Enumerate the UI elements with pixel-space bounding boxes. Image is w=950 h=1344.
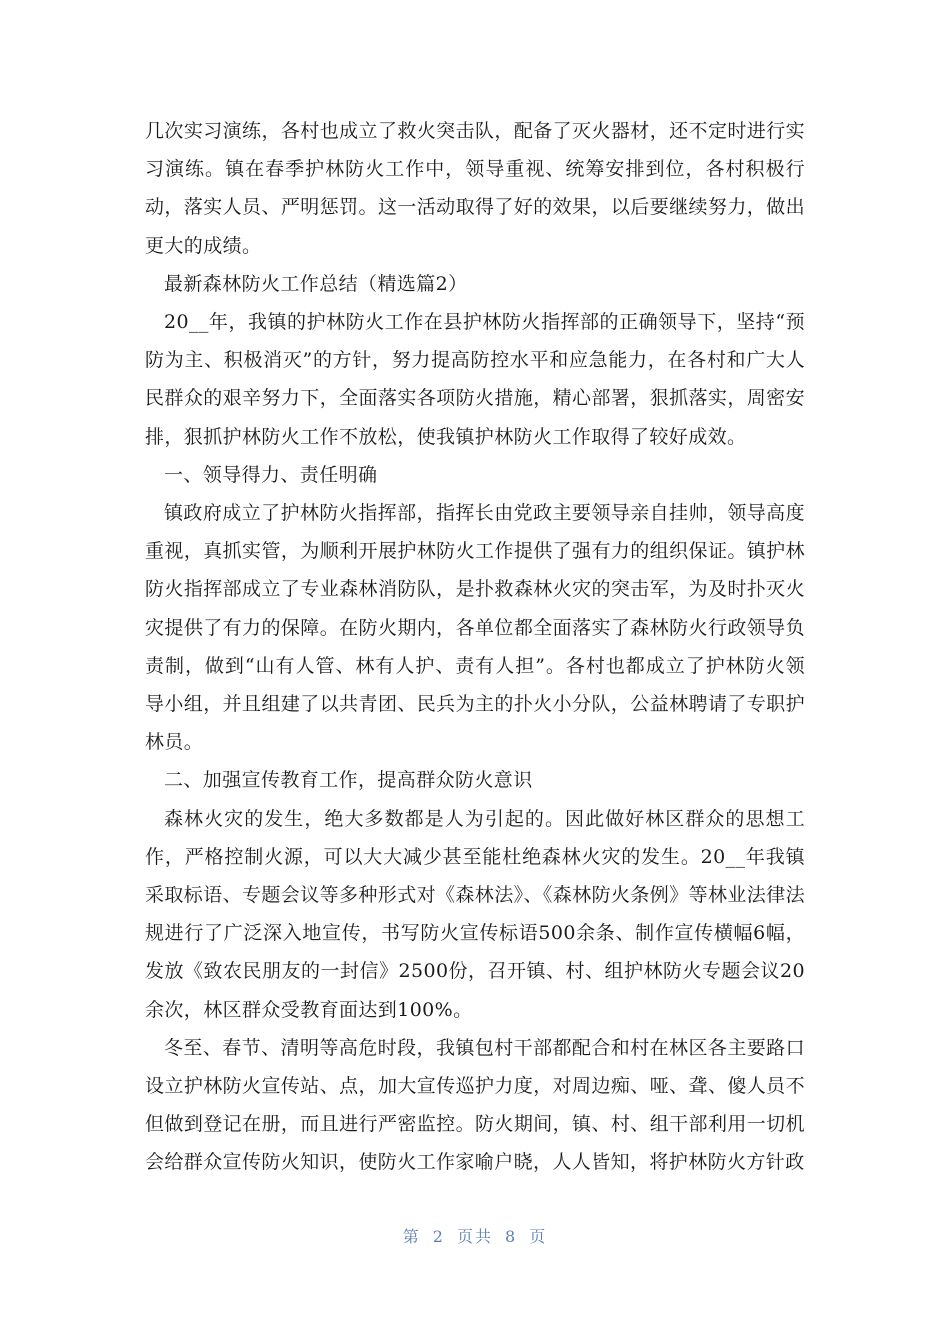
footer-label-di: 第 <box>402 1227 421 1246</box>
paragraph-leadership: 镇政府成立了护林防火指挥部，指挥长由党政主要领导亲自挂帅，领导高度重视，真抓实管，为顺利开展护林防火工作提供了强有力的组织保证。镇护林防火指挥部成立了专业森林消防队，是扑救森林火灾的突击军，为及时扑灭火灾提供了有力的保障。在防火期内，各单位都全面落实了森林防火行政领导负责制，做到“山有人管、林有人护、责有人担”。各村也都成立了护林防火领导小组，并且组建了以共青团、民兵为主的扑火小分队，公益林聘请了专职护林员。 <box>145 502 805 754</box>
paragraph-intro: 20__年，我镇的护林防火工作在县护林防火指挥部的正确领导下，坚持“预防为主、积极消灭”的方针，努力提高防控水平和应急能力，在各村和广大人民群众的艰辛努力下，全面落实各项防火措施，精心部署，狠抓落实，周密安排，狠抓护林防火工作不放松，使我镇护林防火工作取得了较好成效。 <box>145 311 805 448</box>
paragraph-education: 森林火灾的发生，绝大多数都是人为引起的。因此做好林区群众的思想工作，严格控制火源，可以大大减少甚至能杜绝森林火灾的发生。20__年我镇采取标语、专题会议等多种形式对《森林法》、《森林防火条例》等林业法律法规进行了广泛深入地宣传，书写防火宣传标语500余条、制作宣传横幅6幅，发放《致农民朋友的一封信》2500份，召开镇、村、组护林防火专题会议20余次，林区群众受教育面达到100%。 <box>145 807 806 1021</box>
heading-two: 二、加强宣传教育工作，提高群众防火意识 <box>164 769 533 792</box>
page-footer <box>0 1224 950 1247</box>
paragraph-high-risk: 冬至、春节、清明等高危时段，我镇包村干部都配合和村在林区各主要路口设立护林防火宣传站、点，加大宣传巡护力度，对周边痴、哑、聋、傻人员不但做到登记在册，而且进行严密监控。防火期间，镇、村、组干部利用一切机会给群众宣传防火知识，使防火工作家喻户晓，人人皆知，将护林防火方针政 <box>145 1036 805 1174</box>
section-title: 最新森林防火工作总结（精选篇2） <box>164 272 468 295</box>
heading-one: 一、领导得力、责任明确 <box>164 463 378 486</box>
footer-total-pages: 8 <box>505 1227 518 1246</box>
document-body <box>145 112 805 1182</box>
footer-label-ye-gong: 页共 <box>456 1227 493 1246</box>
paragraph-continuation: 几次实习演练，各村也成立了救火突击队，配备了灭火器材，还不定时进行实习演练。镇在春季护林防火工作中，领导重视、统筹安排到位，各村积极行动，落实人员、严明惩罚。这一活动取得了好的效果，以后要继续努力，做出更大的成绩。 <box>145 120 805 257</box>
footer-label-ye: 页 <box>529 1227 548 1246</box>
footer-current-page: 2 <box>432 1227 445 1246</box>
